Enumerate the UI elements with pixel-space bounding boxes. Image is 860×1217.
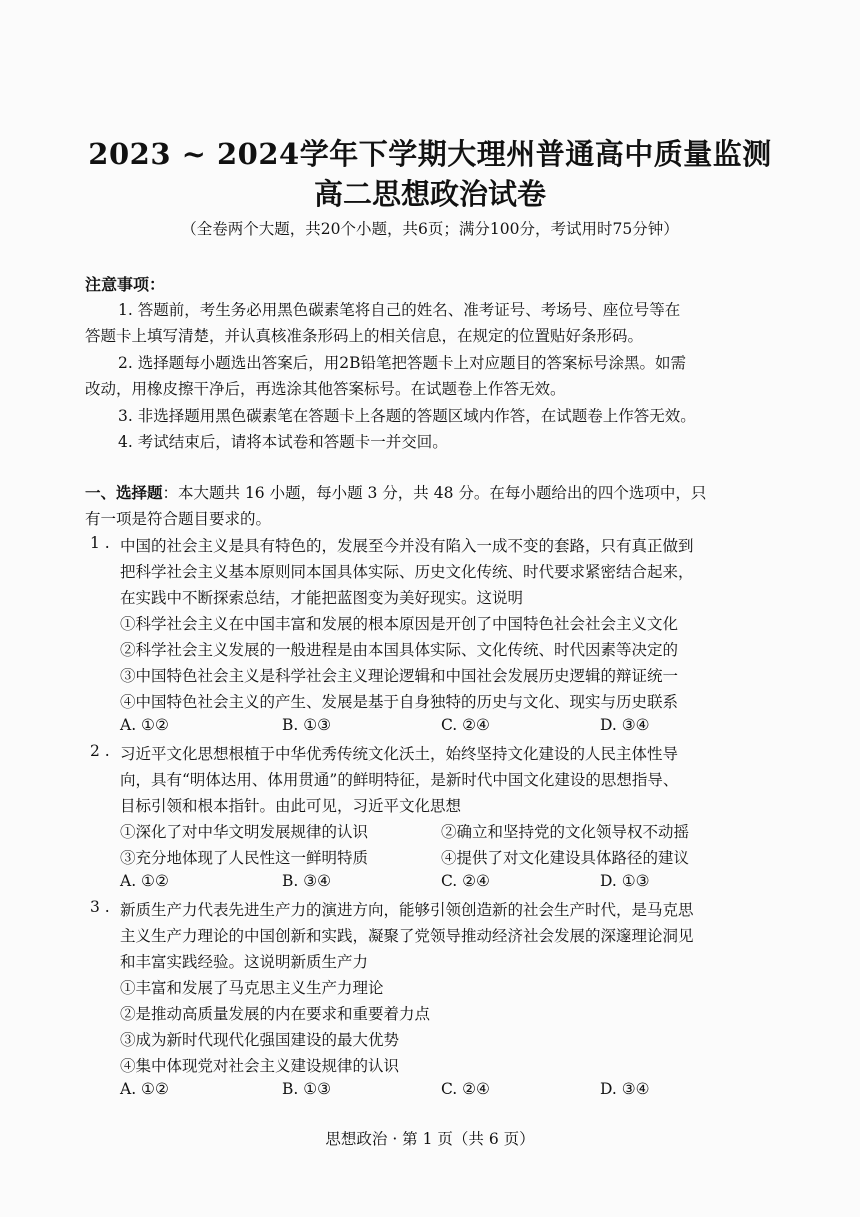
statement-item: ②是推动高质量发展的内在要求和重要着力点 — [120, 1005, 431, 1023]
section-heading — [85, 481, 706, 503]
option-c: C. ②④ — [441, 716, 490, 734]
statement-item: ①深化了对中华文明发展规律的认识 — [120, 823, 369, 841]
option-d: D. ③④ — [600, 716, 650, 734]
option-d: D. ①③ — [600, 872, 650, 890]
statement-item: ④集中体现党对社会主义建设规律的认识 — [120, 1057, 400, 1075]
notice-line: 2. 选择题每小题选出答案后，用2B铅笔把答题卡上对应题目的答案标号涂黑。如需 — [118, 354, 686, 372]
section-heading-line2: 有一项是符合题目要求的。 — [85, 510, 272, 528]
question-number: 1 . — [90, 534, 110, 552]
page-footer: 思想政治 · 第 1 页（共 6 页） — [325, 1130, 535, 1148]
question-stem: 在实践中不断探索总结，才能把蓝图变为美好现实。这说明 — [120, 589, 524, 607]
question-stem: 向，具有“明体达用、体用贯通”的鲜明特征，是新时代中国文化建设的思想指导、 — [120, 771, 679, 789]
section-instructions: ：本大题共 16 小题，每小题 3 分，共 48 分。在每小题给出的四个选项中，只 — [162, 484, 707, 502]
statement-item: ③充分地体现了人民性这一鲜明特质 — [120, 849, 369, 867]
question-stem: 主义生产力理论的中国创新和实践，凝聚了党领导推动经济社会发展的深邃理论洞见 — [120, 927, 694, 945]
statement-item: ①科学社会主义在中国丰富和发展的根本原因是开创了中国特色社会社会主义文化 — [120, 615, 679, 633]
statement-item: ③中国特色社会主义是科学社会主义理论逻辑和中国社会发展历史逻辑的辩证统一 — [120, 667, 679, 685]
statement-item: ④中国特色社会主义的产生、发展是基于自身独特的历史与文化、现实与历史联系 — [120, 693, 679, 711]
notice-heading: 注意事项： — [85, 275, 166, 294]
question-stem: 习近平文化思想根植于中华优秀传统文化沃土，始终坚持文化建设的人民主体性导 — [120, 745, 679, 763]
option-a: A. ①② — [120, 872, 169, 890]
exam-title: 2023 ~ 2024学年下学期大理州普通高中质量监测 — [88, 137, 772, 171]
exam-subject-title: 高二思想政治试卷 — [313, 177, 546, 211]
statement-item: ②科学社会主义发展的一般进程是由本国具体实际、文化传统、时代因素等决定的 — [120, 641, 679, 659]
question-number: 3 . — [90, 898, 110, 916]
notice-line: 3. 非选择题用黑色碳素笔在答题卡上各题的答题区域内作答，在试题卷上作答无效。 — [118, 407, 696, 425]
question-stem: 把科学社会主义基本原则同本国具体实际、历史文化传统、时代要求紧密结合起来， — [120, 563, 694, 581]
exam-info: （全卷两个大题，共20个小题，共6页；满分100分，考试用时75分钟） — [181, 220, 679, 238]
section-title: 一、选择题 — [85, 483, 163, 502]
question-stem: 目标引领和根本指针。由此可见，习近平文化思想 — [120, 797, 462, 815]
option-c: C. ②④ — [441, 1080, 490, 1098]
option-b: B. ①③ — [282, 1080, 332, 1098]
notice-line: 改动，用橡皮擦干净后，再选涂其他答案标号。在试题卷上作答无效。 — [85, 380, 566, 398]
statement-item: ④提供了对文化建设具体路径的建议 — [441, 849, 690, 867]
statement-item: ②确立和坚持党的文化领导权不动摇 — [441, 823, 690, 841]
option-a: A. ①② — [120, 1080, 169, 1098]
option-c: C. ②④ — [441, 872, 490, 890]
question-number: 2 . — [90, 742, 110, 760]
notice-line: 答题卡上填写清楚，并认真核准条形码上的相关信息，在规定的位置贴好条形码。 — [85, 327, 644, 345]
option-b: B. ①③ — [282, 716, 332, 734]
option-b: B. ③④ — [282, 872, 332, 890]
notice-line: 1. 答题前，考生务必用黑色碳素笔将自己的姓名、准考证号、考场号、座位号等在 — [118, 301, 681, 319]
option-d: D. ③④ — [600, 1080, 650, 1098]
option-a: A. ①② — [120, 716, 169, 734]
question-stem: 新质生产力代表先进生产力的演进方向，能够引领创造新的社会生产时代，是马克思 — [120, 901, 694, 919]
question-stem: 中国的社会主义是具有特色的，发展至今并没有陷入一成不变的套路，只有真正做到 — [120, 537, 694, 555]
statement-item: ③成为新时代现代化强国建设的最大优势 — [120, 1031, 400, 1049]
notice-line: 4. 考试结束后，请将本试卷和答题卡一并交回。 — [118, 433, 448, 451]
question-stem: 和丰富实践经验。这说明新质生产力 — [120, 953, 369, 971]
statement-item: ①丰富和发展了马克思主义生产力理论 — [120, 979, 384, 997]
